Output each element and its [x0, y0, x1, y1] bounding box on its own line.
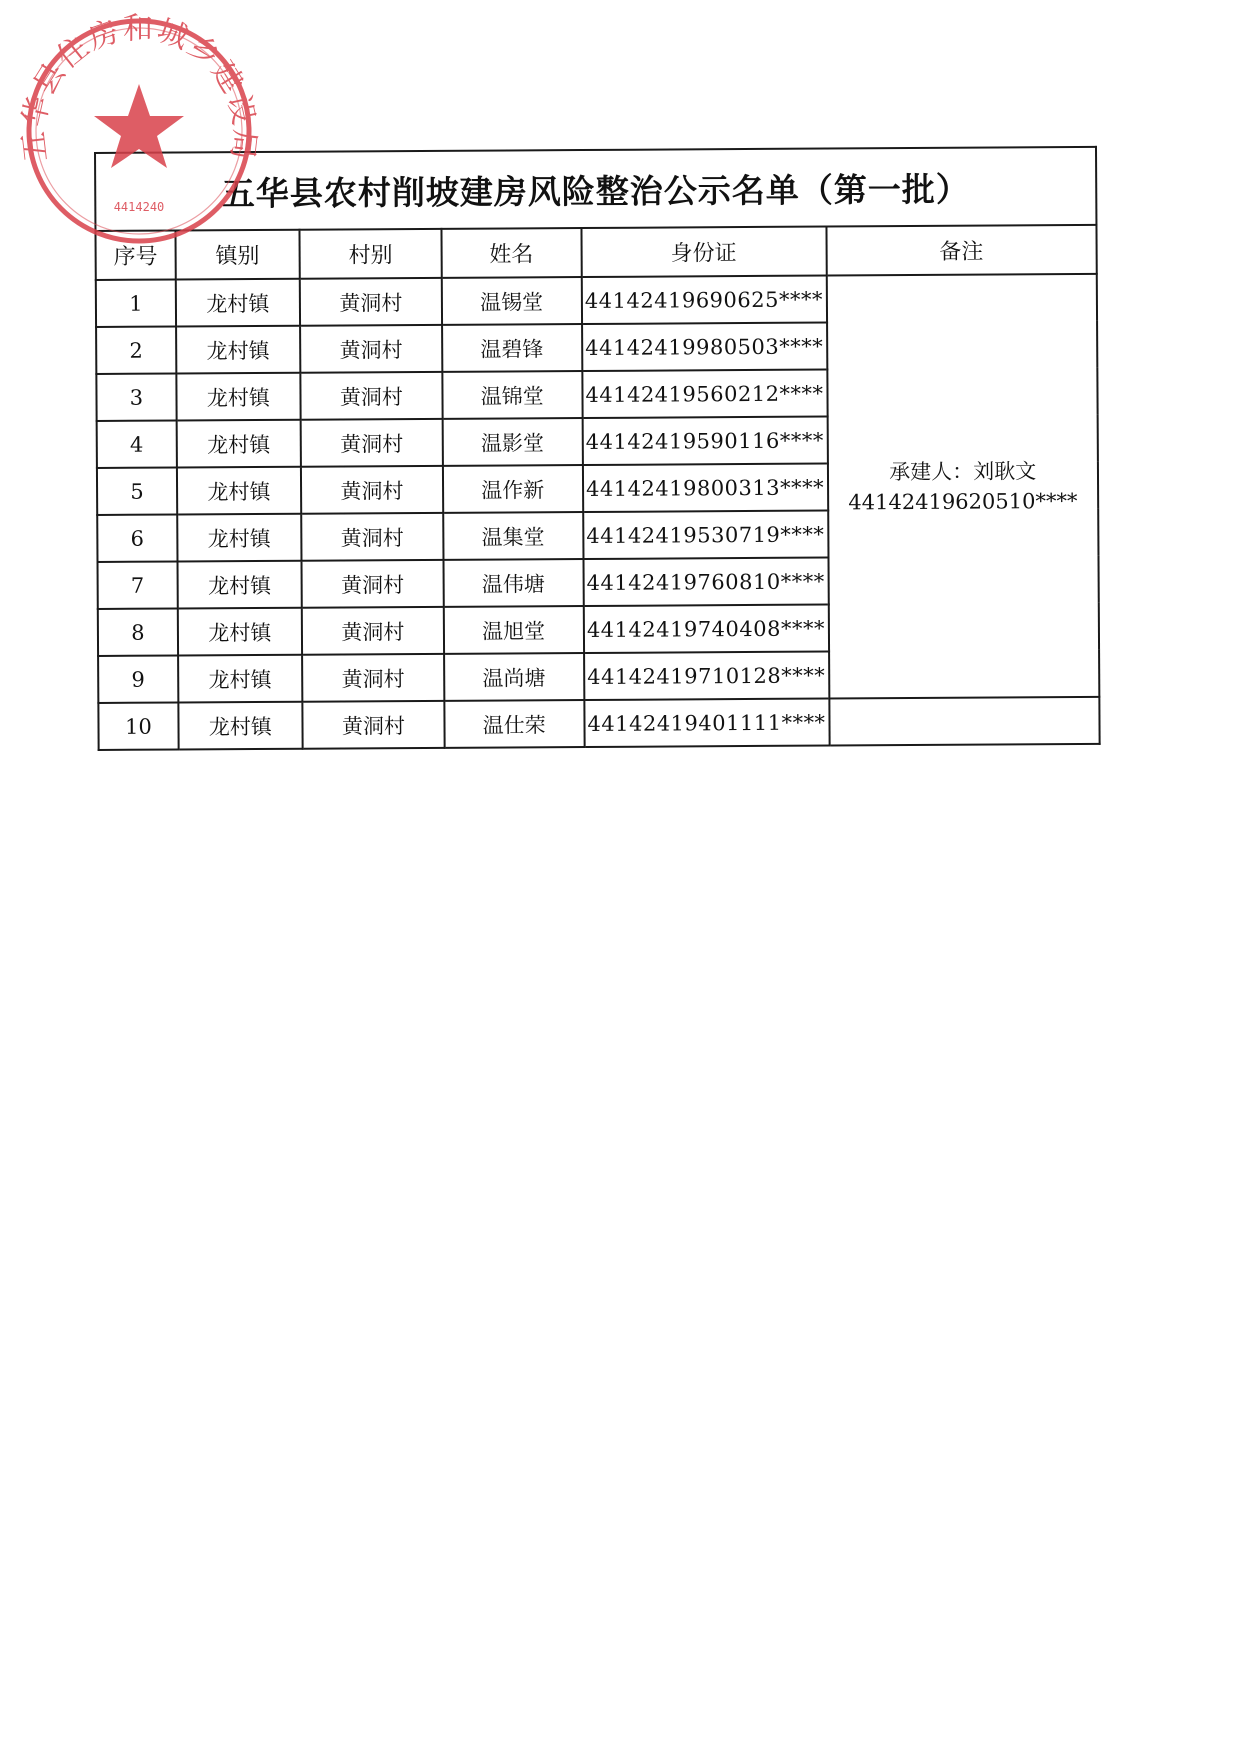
cell-town: 龙村镇 — [176, 373, 300, 421]
cell-name: 温伟塘 — [443, 559, 583, 607]
cell-village: 黄洞村 — [300, 372, 442, 420]
cell-village: 黄洞村 — [301, 513, 443, 561]
cell-id-number: 44142419690625**** — [581, 276, 826, 324]
document-sheet — [94, 146, 1101, 751]
table-row — [98, 697, 1099, 750]
cell-town: 龙村镇 — [178, 702, 302, 750]
cell-town: 龙村镇 — [178, 655, 302, 703]
cell-village: 黄洞村 — [300, 325, 442, 373]
cell-name: 温影堂 — [442, 418, 582, 466]
cell-id-number: 44142419530719**** — [583, 511, 828, 559]
header-seq: 序号 — [95, 231, 175, 280]
cell-id-number: 44142419710128**** — [584, 652, 829, 700]
cell-id-number: 44142419760810**** — [583, 558, 828, 606]
seal-serial: 4414240 — [113, 200, 165, 214]
table-row — [96, 274, 1097, 327]
cell-town: 龙村镇 — [177, 467, 301, 515]
cell-name: 温旭堂 — [444, 606, 584, 654]
cell-name: 温尚塘 — [444, 653, 584, 701]
cell-name: 温碧锋 — [442, 324, 582, 372]
cell-town: 龙村镇 — [176, 420, 300, 468]
cell-village: 黄洞村 — [301, 560, 443, 608]
table-title: 五华县农村削坡建房风险整治公示名单（第一批） — [95, 147, 1096, 231]
cell-town: 龙村镇 — [176, 326, 300, 374]
cell-seq: 3 — [96, 374, 176, 421]
cell-id-number: 44142419980503**** — [582, 323, 827, 371]
cell-seq: 6 — [97, 514, 177, 561]
cell-town: 龙村镇 — [177, 514, 301, 562]
seal-lettering: 五华县住房和城乡建设局 — [15, 11, 263, 164]
cell-village: 黄洞村 — [302, 607, 444, 655]
remark-contractor-id: 44142419620510**** — [848, 488, 1078, 514]
cell-village: 黄洞村 — [302, 701, 444, 749]
cell-seq: 5 — [97, 468, 177, 515]
cell-village: 黄洞村 — [300, 278, 442, 326]
cell-town: 龙村镇 — [176, 279, 300, 327]
cell-seq: 4 — [97, 421, 177, 468]
header-town: 镇别 — [175, 230, 299, 280]
header-remark: 备注 — [826, 225, 1097, 276]
cell-seq: 7 — [98, 561, 178, 608]
cell-seq: 10 — [98, 702, 178, 749]
cell-name: 温锦堂 — [442, 371, 582, 419]
cell-town: 龙村镇 — [178, 608, 302, 656]
cell-id-number: 44142419740408**** — [583, 605, 828, 653]
cell-name: 温作新 — [443, 465, 583, 513]
cell-seq: 1 — [96, 280, 176, 327]
header-village: 村别 — [299, 229, 441, 279]
cell-seq: 8 — [98, 608, 178, 655]
public-notice-table — [94, 146, 1101, 751]
cell-seq: 9 — [98, 655, 178, 702]
header-row — [95, 225, 1096, 280]
remark-contractor-name: 承建人：刘耿文 — [889, 458, 1037, 484]
cell-id-number: 44142419401111**** — [584, 699, 829, 747]
cell-name: 温锡堂 — [442, 277, 582, 325]
header-id-number: 身份证 — [581, 227, 826, 277]
cell-seq: 2 — [96, 327, 176, 374]
cell-id-number: 44142419560212**** — [582, 370, 827, 418]
header-name: 姓名 — [441, 228, 581, 278]
cell-id-number: 44142419590116**** — [582, 417, 827, 465]
cell-remark-empty — [829, 697, 1100, 746]
cell-remark-contractor — [826, 274, 1099, 699]
cell-village: 黄洞村 — [302, 654, 444, 702]
cell-name: 温集堂 — [443, 512, 583, 560]
cell-name: 温仕荣 — [444, 700, 584, 748]
cell-village: 黄洞村 — [301, 419, 443, 467]
cell-village: 黄洞村 — [301, 466, 443, 514]
cell-town: 龙村镇 — [177, 561, 301, 609]
cell-id-number: 44142419800313**** — [582, 464, 827, 512]
